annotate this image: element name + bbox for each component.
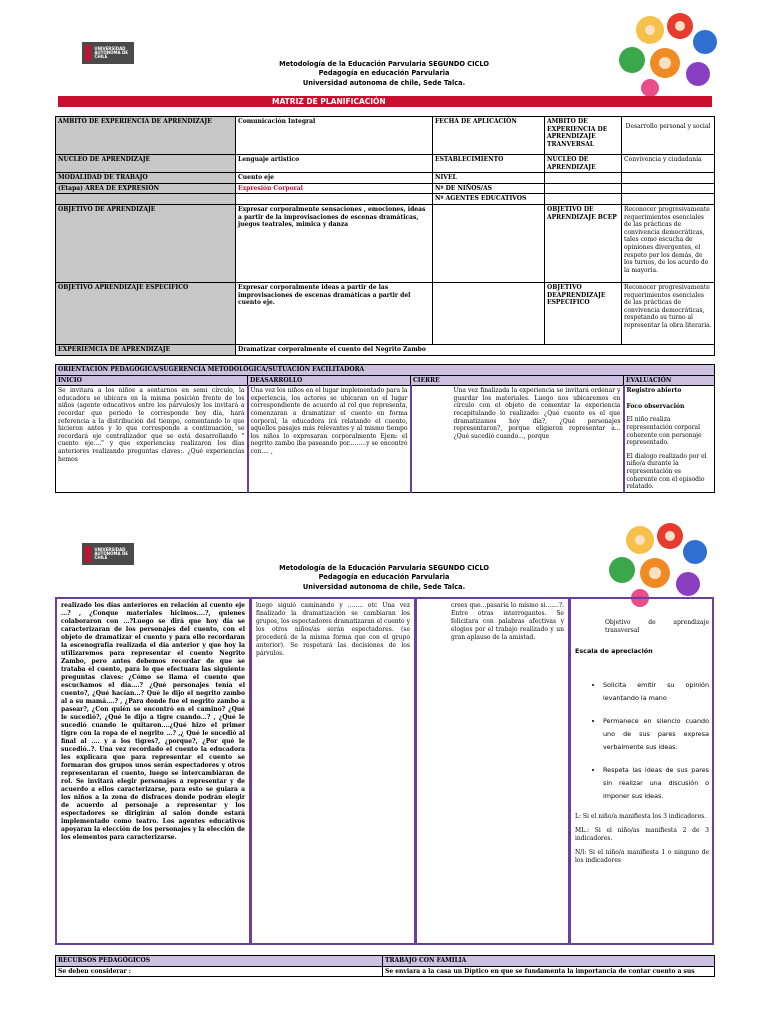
nucleo-label: NUCLEO DE APRENDIZAJE bbox=[56, 155, 236, 173]
nucleo-value: Lenguaje artistico bbox=[236, 155, 433, 173]
area-label: (Etapa) AREA DE EXPRESIÓN bbox=[56, 183, 236, 194]
indicator-item: • Respeta las ideas de sus pares sin realizar una discusión o imponer sus ideas. bbox=[603, 764, 709, 803]
desarrollo-continuation-text: luego siguió caminando y ........ etc Una vez finalizado la dramatización se cambiaran los grupos, los espectadores dramatizaran el cuento y los otros niños/as serán espectadores. (se procederá de la misma forma que con el grupo anterior). Se respetará las decisiones de los párvulos. bbox=[256, 602, 410, 657]
indicator-item: • Permanece en silencio cuando uno de sus pares expresa verbalmente sus ideas. bbox=[603, 715, 709, 754]
ambito-transversal-label: AMBITO DE EXPERIENCIA DE APRENDIZAJE TRANVERSAL bbox=[545, 117, 622, 155]
experiencia-value: Dramatizar corporalmente el cuento del Negrito Zambo bbox=[236, 344, 715, 355]
especifico-value: Expresar corporalmente ideas a partir de las improvisaciones de escenas dramáticas a partir del cuento eje. bbox=[236, 282, 433, 344]
inicio-continuation bbox=[55, 597, 251, 945]
establecimiento-label: ESTABLECIMIENTO bbox=[433, 155, 545, 173]
cierre-header: CIERRE bbox=[411, 375, 624, 386]
objetivo-bcep-value: Reconocer progresivamente requerimientos esenciales de las prácticas de convivencia democráticas, tales como escucha de opiniones divergentes, el respeto por los demás, de los turnos, de los acurdo de la mayoría. bbox=[622, 204, 715, 282]
header-line-2: Pedagogía en educación Parvularia bbox=[318, 69, 450, 78]
document-header-2 bbox=[0, 564, 768, 592]
ambito-label: AMBITO DE EXPERIENCIA DE APRENDIZAJE bbox=[56, 117, 236, 155]
nucleo-transversal-value: Convivencia y ciudadanía bbox=[622, 155, 715, 173]
fecha-label: FECHA DE APLICACIÓN bbox=[433, 117, 545, 155]
criterion-l: L: Si el niño/a manifiesta los 3 indicadores. bbox=[575, 813, 707, 820]
recursos-label: RECURSOS PEDAGÓGICOS bbox=[56, 956, 383, 967]
desarrollo-continuation bbox=[250, 597, 416, 945]
objetivo-value: Expresar corporalmente sensaciones , emociones, ideas a partir de la improvisaciones de escenas dramáticas, juegos teatrales, mimica y danza bbox=[236, 204, 433, 282]
especifico-label: OBJETIVO APRENDIZAJE ESPECIFICO bbox=[56, 282, 236, 344]
ambito-value: Comunicación Integral bbox=[236, 117, 433, 155]
familia-value: Se enviara a la casa un Díptico en que se fundamenta la importancia de contar cuento a sus bbox=[383, 966, 715, 977]
resources-table bbox=[55, 955, 715, 977]
inicio-header: INICIO bbox=[56, 375, 248, 386]
header-2-line-3: Universidad autonoma de chile, Sede Talca. bbox=[302, 582, 466, 591]
cierre-text: Una vez finalizada la experiencia se invitará ordenar y guardar los materiales. Luego nos ubicaremos en círculo con el objeto de comentar la experiencia recapitulando lo realizado: ¿Qué cuento es el que dramatizamos hoy día?, ¿Qué personajes representaron?, porque eligieron representar a... ¿Qué sucedió cuando..., porque bbox=[411, 386, 624, 493]
evaluacion-cell bbox=[624, 386, 715, 493]
indicator-item: • Solicita emitir su opinión levantando la mano bbox=[603, 679, 709, 705]
experiencia-label: EXPERIEMCIA DE APRENDIZAJE bbox=[56, 344, 236, 355]
especifico-transversal-value: Reconocer progresivamente requerimientos esenciales de las prácticas de convivencia democráticas, respetando su turno al representar la obra literaria. bbox=[622, 282, 715, 344]
ninos-label: Nº DE NIÑOS/AS bbox=[433, 183, 545, 194]
header-line-1: Metodología de la Educación Parvularia SEGUNDO CICLO bbox=[279, 60, 489, 68]
header-2-line-1: Metodología de la Educación Parvularia SEGUNDO CICLO bbox=[279, 564, 489, 572]
eval-title: Registro abierto bbox=[626, 387, 682, 395]
eval-criterion-2: El dialogo realizado por el niño/a durante la representación es coherente con el episodio relatado. bbox=[626, 452, 707, 491]
inicio-continuation-text: realizado los días anteriores en relación al cuento eje ...? , ¿Conque materiales hicimos....?, quienes colaboraron con ...?Luego se dirá que hoy día se caracterizaran de los personajes del cuento, con el objeto de dramatizar el cuento y para ello recordaran la escenografía realizada el día anterior y que hoy la utilizaremos para representar el cuento Negrito Zambo, pero antes debemos recordar de que se trataba el cuento, para lo que efectuara las siguiente preguntas claves: ¿Cómo se llama el cuento que escuchamos el día....? ¿Qué personajes tenía el cuento?, ¿Qué hacían...? Qué le dijo el negrito zambo al a su mamá....? , ¿Para donde fue el negrito zambo a pasear?, ¿Con quién se encontró en el camino? ¿Qué le sucedió?, ¿Qué le dijo a tigre cuando...? , ¿Qué le sucedió cuando le quitaron....¿Qué hizo el primer tigre con la ropa de el negrito ...? ,¿ Qué le sucedió al final al .... y a los tigres?, ¿porque?, ¿Por qué le sucedió..?. Una vez recordado el cuento la educadora les explicara que para representar el cuento se formaran dos grupos unos serán espectadores y otros representaran el cuento, luego se intercambiaran de rol. Se invitará elegir personajes a representar y de acuerdo a ellos caracterizarse, para esto se guiara a los niños a la zona de disfraces donde podrán elegir de acuerdo al personaje a representar y los espectadores se dirigirán al salón donde estará implementado como teatro. Los agentes educativos apoyaran la elección de los personajes y la elección de los elementos para caracterizarse. bbox=[61, 602, 245, 841]
objetivo-bcep-label: OBJETIVO DE APRENDIZAJE BCEP bbox=[545, 204, 622, 282]
seal-icon bbox=[85, 546, 91, 562]
cierre-continuation bbox=[415, 597, 570, 945]
desarrollo-text: Una vez los niños en el lugar implementado para la experiencia, los actores se ubicaran en el lugar correspondiente de acuerdo al rol que representa, comenzaran a dramatizar el cuento en forma corporal, la educadora irá relatando el cuento, aquellos pasajes más relevantes y al mismo tiempo los niños lo expresaran corporalmente Ejem: el negrito zambo iba paseando por.........y se encontró con.... , bbox=[248, 386, 411, 493]
agentes-label: Nº AGENTES EDUCATIVOS bbox=[433, 194, 545, 205]
university-logo-2 bbox=[82, 543, 134, 565]
ambito-transversal-value: Desarrollo personal y social bbox=[622, 117, 715, 155]
logo-text: UNIVERSIDAD AUTÓNOMA DE CHILE bbox=[94, 45, 129, 60]
matrix-title: MATRIZ DE PLANIFICACIÓN bbox=[58, 96, 712, 107]
modalidad-value: Cuento eje bbox=[236, 173, 433, 184]
modalidad-label: MODALIDAD DE TRABAJO bbox=[56, 173, 236, 184]
logo-text-2: UNIVERSIDAD AUTÓNOMA DE CHILE bbox=[94, 546, 129, 561]
orientacion-title: ORIENTACIÓN PEDAGÓGICA/SUGERENCIA METODOLÓGICA/SUTUACIÓN FACILITADORA bbox=[56, 365, 715, 376]
header-line-3: Universidad autonoma de chile, Sede Talca. bbox=[302, 78, 466, 87]
recursos-value: Se deben considerar : bbox=[56, 966, 383, 977]
evaluacion-header: EVALUACIÓN bbox=[624, 375, 715, 386]
document-header bbox=[0, 60, 768, 88]
criterion-nl: N/l: Si el niño/a manifiesta 1 o ninguno de los indicadores bbox=[575, 849, 709, 864]
evaluacion-continuation bbox=[569, 597, 714, 945]
familia-label: TRABAJO CON FAMILIA bbox=[383, 956, 715, 967]
escala-title: Escala de apreciación bbox=[575, 647, 653, 655]
seal-icon bbox=[85, 45, 91, 61]
nucleo-transversal-label: NUCLEO DE APRENDIZAJE bbox=[545, 155, 622, 173]
inicio-text: Se invitara a los niños a sentarnos en semi círculo, la educadora se ubicara en la misma posición frente de los niños (agente educativos entre los párvulos)y los invitará a recordar que periodo le corresponde hoy día, hará referencia a la distribución del tiempo, comentando lo que hicieron antes y lo que corresponde a continuación, se recordará eje centralizador que se está desarrollando " cuento eje...." y que experiencias realizaron los días anteriores realizando preguntas claves:. ¿Qué experiencias hemos bbox=[56, 386, 248, 493]
desarrollo-header: DEASARROLLO bbox=[248, 375, 411, 386]
indicator-list bbox=[575, 679, 709, 803]
criterion-ml: ML.: Si el niño/as manifiesta 2 de 3 indicadores. bbox=[575, 827, 709, 842]
area-value: Expresión Corporal bbox=[236, 183, 433, 194]
planning-table bbox=[55, 116, 715, 356]
eval-criterion-1: El niño realiza representación corporal coherente con personaje representado. bbox=[626, 416, 702, 447]
cierre-continuation-text: crees que...pasaria lo mismo si.......?. Entre otras interrogantes. Se felicitara con palabras afectivas y elogios por el trabajo realizado y un gran aplauso de la amistad. bbox=[451, 602, 564, 641]
orientacion-table bbox=[55, 364, 715, 493]
objetivo-transversal-text: Objetivo de aprendizaje transversal bbox=[605, 619, 709, 634]
header-2-line-2: Pedagogía en educación Parvularia bbox=[318, 573, 450, 582]
especifico-transversal-label: OBJETIVO DEAPRENDIZAJE ESPECIFICO bbox=[545, 282, 622, 344]
eval-foco: Foco observación bbox=[626, 402, 685, 410]
objetivo-label: OBJETIVO DE APRENDIZAJE bbox=[56, 204, 236, 282]
nivel-label: NIVEL bbox=[433, 173, 545, 184]
